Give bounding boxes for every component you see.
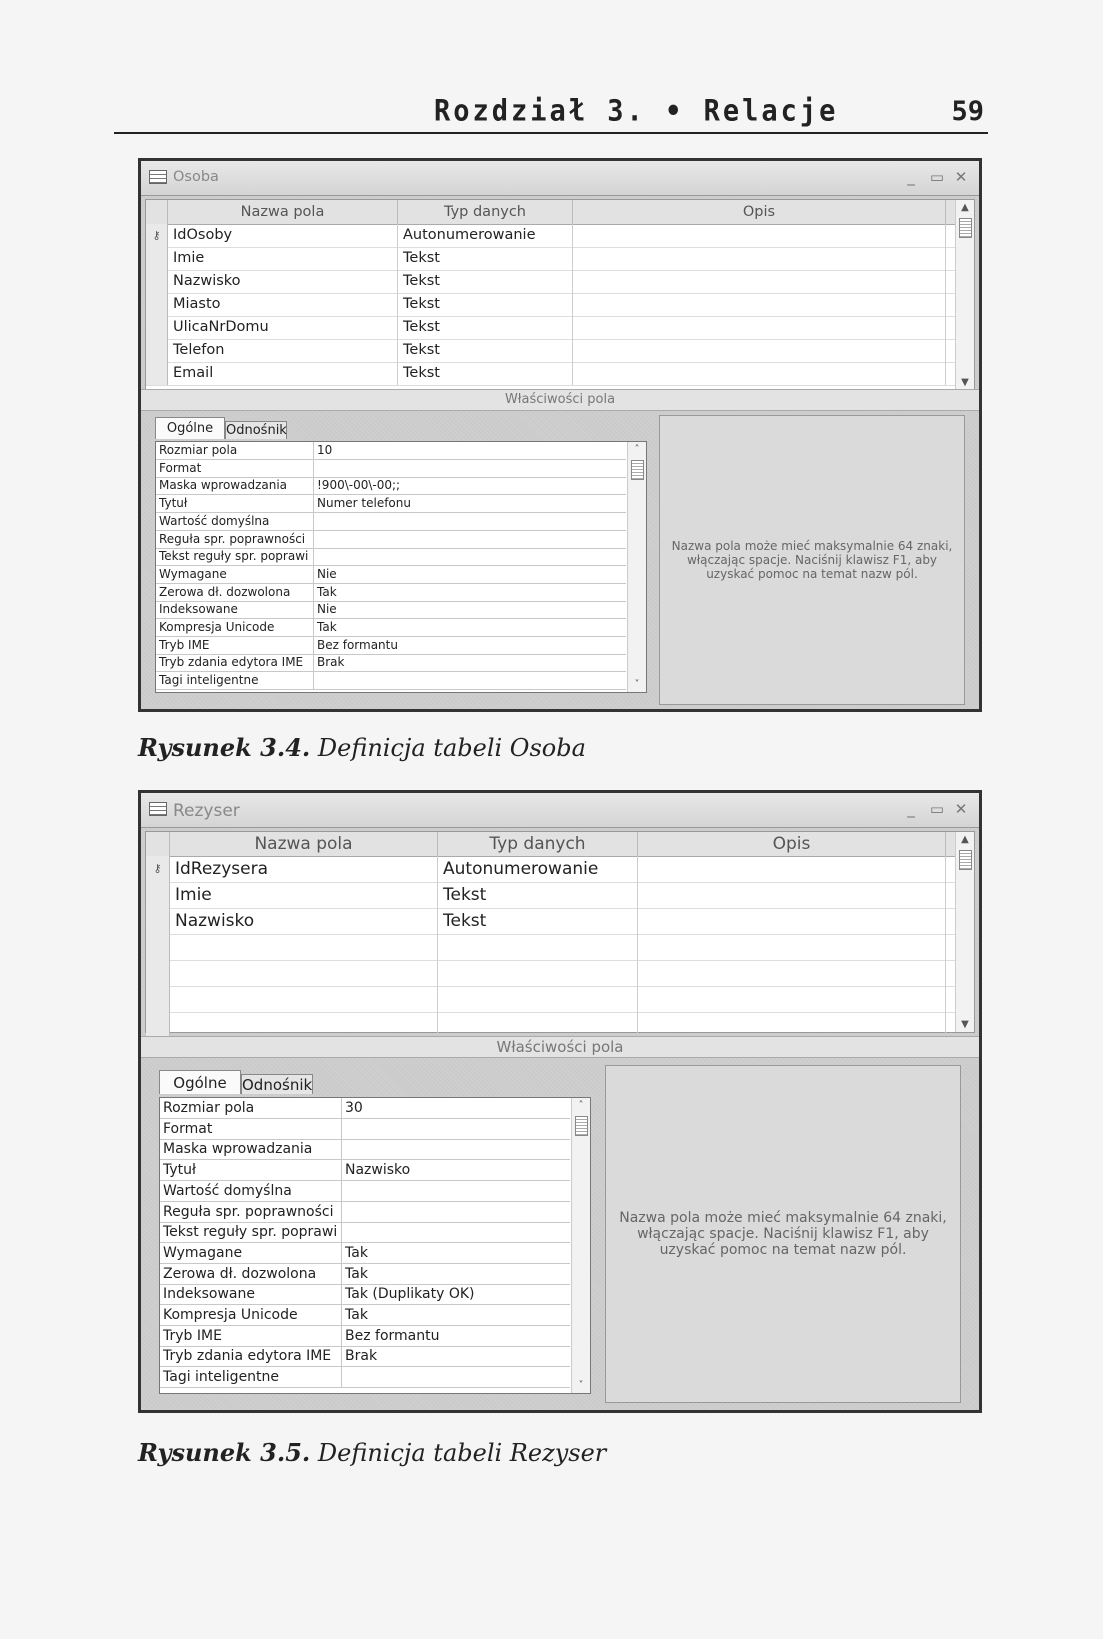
column-header-name[interactable]: Nazwa pola — [168, 200, 398, 224]
scroll-thumb[interactable] — [575, 1116, 588, 1136]
table-row[interactable] — [146, 339, 974, 363]
property-label: Tryb zdania edytora IME — [160, 1346, 342, 1366]
table-row[interactable] — [146, 986, 974, 1013]
field-name-cell[interactable]: IdOsoby — [168, 224, 398, 247]
property-row[interactable] — [160, 1181, 570, 1202]
scroll-up-icon[interactable]: ▲ — [961, 834, 969, 845]
table-icon — [149, 170, 167, 184]
property-row[interactable] — [156, 531, 626, 549]
description-cell[interactable] — [573, 293, 946, 316]
data-type-cell[interactable]: Tekst — [398, 362, 573, 385]
data-type-cell[interactable]: Tekst — [398, 270, 573, 293]
field-grid — [145, 199, 975, 391]
property-value[interactable]: Bez formantu — [317, 637, 398, 652]
table-row[interactable] — [146, 362, 974, 386]
property-label: Tryb IME — [160, 1326, 342, 1346]
scroll-down-icon[interactable]: ▼ — [961, 1019, 969, 1030]
table-icon — [149, 802, 167, 816]
property-row[interactable] — [160, 1098, 570, 1119]
help-text: Nazwa pola może mieć maksymalnie 64 znaki, włączając spacje. Naciśnij klawisz F1, aby uzyskać pomoc na temat nazw pól. — [619, 1210, 947, 1258]
property-value[interactable]: Brak — [345, 1348, 378, 1365]
grid-header — [146, 832, 974, 857]
property-value[interactable]: Tak (Duplikaty OK) — [345, 1286, 475, 1303]
property-row[interactable] — [156, 654, 626, 672]
property-row[interactable] — [160, 1346, 570, 1367]
field-name-cell[interactable]: IdRezysera — [170, 856, 438, 882]
property-label: Zerowa dł. dozwolona — [160, 1264, 342, 1284]
field-grid — [145, 831, 975, 1033]
property-value[interactable] — [314, 531, 626, 548]
row-selector[interactable] — [146, 362, 168, 385]
data-type-cell[interactable] — [438, 960, 638, 986]
property-value[interactable]: Numer telefonu — [317, 496, 411, 511]
property-row[interactable] — [160, 1367, 570, 1388]
column-header-type[interactable]: Typ danych — [438, 832, 638, 856]
row-selector[interactable] — [146, 934, 170, 960]
property-label: Tytuł — [160, 1160, 342, 1180]
table-row[interactable] — [146, 934, 974, 961]
scroll-up-icon[interactable]: ˄ — [578, 1100, 584, 1111]
scroll-down-icon[interactable]: ▼ — [961, 377, 969, 388]
property-label: Wymagane — [160, 1243, 342, 1263]
property-label: Reguła spr. poprawności — [160, 1202, 342, 1222]
field-properties-label: Właściwości pola — [141, 389, 979, 411]
property-label: Indeksowane — [160, 1284, 342, 1304]
data-type-cell[interactable]: Tekst — [398, 293, 573, 316]
property-label: Tryb IME — [156, 637, 314, 654]
description-cell[interactable] — [638, 908, 946, 934]
property-label: Tekst reguły spr. poprawi — [160, 1222, 342, 1242]
field-name-cell[interactable]: Imie — [170, 882, 438, 908]
figure-caption-3-4 — [138, 733, 586, 762]
table-row[interactable] — [146, 856, 974, 883]
title-bar — [141, 161, 979, 196]
data-type-cell[interactable]: Autonumerowanie — [398, 224, 573, 247]
page-number: 59 — [951, 96, 984, 127]
grid-header — [146, 200, 974, 225]
field-name-cell[interactable]: Nazwisko — [168, 270, 398, 293]
properties-scrollbar[interactable] — [627, 442, 646, 692]
property-label: Format — [160, 1119, 342, 1139]
property-label: Tytuł — [156, 495, 314, 512]
property-value[interactable]: 30 — [345, 1100, 363, 1116]
window-title: Rezyser — [173, 801, 240, 821]
property-row[interactable] — [156, 584, 626, 602]
property-label: Tagi inteligentne — [160, 1367, 342, 1387]
data-type-cell[interactable] — [438, 986, 638, 1012]
field-name-cell[interactable] — [170, 960, 438, 986]
property-row[interactable] — [160, 1284, 570, 1305]
property-row[interactable] — [160, 1160, 570, 1181]
column-header-description[interactable]: Opis — [573, 200, 946, 224]
property-value[interactable]: Tak — [345, 1265, 368, 1282]
scroll-down-icon[interactable]: ˅ — [578, 1380, 584, 1391]
property-label: Reguła spr. poprawności — [156, 531, 314, 548]
description-cell[interactable] — [573, 224, 946, 247]
row-selector[interactable] — [146, 339, 168, 362]
property-row[interactable] — [156, 495, 626, 513]
row-selector[interactable] — [146, 882, 170, 908]
row-selector[interactable] — [146, 270, 168, 293]
maximize-icon[interactable]: ▭ — [929, 168, 945, 186]
description-cell[interactable] — [573, 316, 946, 339]
description-cell[interactable] — [638, 882, 946, 908]
property-value[interactable] — [342, 1119, 570, 1139]
close-icon[interactable]: ✕ — [954, 800, 968, 818]
property-value[interactable]: Tak — [317, 584, 337, 599]
table-row[interactable] — [146, 960, 974, 987]
property-row[interactable] — [160, 1139, 570, 1160]
row-selector[interactable] — [146, 316, 168, 339]
properties-table — [159, 1097, 591, 1394]
property-value[interactable]: Nazwisko — [345, 1162, 411, 1179]
property-value[interactable]: Tak — [317, 620, 337, 634]
description-cell[interactable] — [638, 856, 946, 882]
field-name-cell[interactable]: UlicaNrDomu — [168, 316, 398, 339]
description-cell[interactable] — [638, 934, 946, 960]
property-row[interactable] — [160, 1119, 570, 1140]
field-name-cell[interactable]: Imie — [168, 247, 398, 270]
data-type-cell[interactable]: Tekst — [438, 908, 638, 934]
property-row[interactable] — [156, 513, 626, 531]
table-design-window — [138, 790, 982, 1413]
table-row[interactable] — [146, 316, 974, 340]
field-name-cell[interactable] — [170, 1012, 438, 1038]
row-selector[interactable] — [146, 224, 168, 247]
row-selector[interactable] — [146, 908, 170, 934]
help-panel — [605, 1065, 961, 1403]
description-cell[interactable] — [573, 339, 946, 362]
property-label: Kompresja Unicode — [156, 619, 314, 636]
caption-text: Definicja tabeli Rezyser — [317, 1439, 607, 1467]
properties-table — [155, 441, 647, 693]
chapter-title: Rozdział 3. • Relacje — [434, 94, 839, 129]
column-header-name[interactable]: Nazwa pola — [170, 832, 438, 856]
scroll-up-icon[interactable]: ˄ — [634, 444, 640, 455]
property-value[interactable] — [314, 460, 626, 477]
description-cell[interactable] — [573, 270, 946, 293]
data-type-cell[interactable]: Tekst — [398, 339, 573, 362]
data-type-cell[interactable]: Tekst — [438, 882, 638, 908]
data-type-cell[interactable]: Autonumerowanie — [438, 856, 638, 882]
window-title: Osoba — [173, 169, 219, 185]
row-selector[interactable] — [146, 960, 170, 986]
grid-scrollbar[interactable] — [955, 200, 974, 390]
caption-label: Rysunek 3.5. — [138, 1438, 311, 1467]
property-row[interactable] — [160, 1326, 570, 1347]
property-row[interactable] — [156, 601, 626, 619]
property-value[interactable] — [342, 1222, 570, 1242]
property-value[interactable]: Tak — [345, 1307, 368, 1323]
help-panel — [659, 415, 965, 705]
figure-caption-3-5 — [138, 1438, 606, 1467]
property-value[interactable] — [314, 548, 626, 565]
grid-scrollbar[interactable] — [955, 832, 974, 1032]
property-label: Kompresja Unicode — [160, 1305, 342, 1325]
running-head — [114, 96, 988, 134]
property-row[interactable] — [160, 1305, 570, 1326]
close-icon[interactable]: ✕ — [954, 168, 968, 186]
tab-lookup[interactable]: Odnośnik — [242, 1076, 313, 1094]
scroll-thumb[interactable] — [959, 218, 972, 238]
data-type-cell[interactable] — [438, 934, 638, 960]
property-label: Tryb zdania edytora IME — [156, 654, 314, 671]
data-type-cell[interactable] — [438, 1012, 638, 1038]
property-label: Maska wprowadzania — [160, 1139, 342, 1159]
property-value[interactable] — [342, 1202, 570, 1222]
property-value[interactable] — [342, 1181, 570, 1201]
properties-scrollbar[interactable] — [571, 1098, 590, 1393]
property-value[interactable]: !900\-00\-00;; — [317, 478, 401, 493]
column-header-type[interactable]: Typ danych — [398, 200, 573, 224]
primary-key-icon: ⚷ — [152, 229, 161, 242]
property-label: Rozmiar pola — [156, 442, 314, 459]
property-row[interactable] — [160, 1222, 570, 1243]
table-row[interactable] — [146, 224, 974, 248]
description-cell[interactable] — [638, 986, 946, 1012]
property-value[interactable]: Bez formantu — [345, 1327, 440, 1344]
title-bar — [141, 793, 979, 828]
property-row[interactable] — [156, 442, 626, 460]
help-text: Nazwa pola może mieć maksymalnie 64 znaki, włączając spacje. Naciśnij klawisz F1, aby uzyskać pomoc na temat nazw pól. — [671, 539, 953, 581]
row-selector[interactable] — [146, 293, 168, 316]
property-row[interactable] — [156, 672, 626, 690]
field-properties-label: Właściwości pola — [141, 1036, 979, 1058]
scroll-down-icon[interactable]: ˅ — [634, 679, 640, 690]
caption-label: Rysunek 3.4. — [138, 733, 311, 762]
property-row[interactable] — [156, 460, 626, 478]
property-value[interactable]: 10 — [317, 443, 333, 457]
row-selector[interactable] — [146, 986, 170, 1012]
field-name-cell[interactable]: Email — [168, 362, 398, 385]
table-row[interactable] — [146, 293, 974, 317]
field-name-cell[interactable] — [170, 986, 438, 1012]
data-type-cell[interactable]: Tekst — [398, 316, 573, 339]
table-row[interactable] — [146, 908, 974, 935]
property-value[interactable]: Nie — [317, 602, 337, 617]
property-value[interactable]: Tak — [345, 1244, 368, 1261]
row-selector[interactable] — [146, 247, 168, 270]
description-cell[interactable] — [638, 1012, 946, 1038]
table-row[interactable] — [146, 882, 974, 909]
property-label: Maska wprowadzania — [156, 477, 314, 494]
table-row[interactable] — [146, 247, 974, 271]
property-label: Wartość domyślna — [160, 1181, 342, 1201]
scroll-thumb[interactable] — [631, 460, 644, 480]
tab-lookup[interactable]: Odnośnik — [226, 423, 287, 438]
property-row[interactable] — [160, 1264, 570, 1285]
field-name-cell[interactable]: Nazwisko — [170, 908, 438, 934]
description-cell[interactable] — [573, 247, 946, 270]
row-selector[interactable] — [146, 856, 170, 882]
property-row[interactable] — [156, 566, 626, 584]
scroll-thumb[interactable] — [959, 850, 972, 870]
data-type-cell[interactable]: Tekst — [398, 247, 573, 270]
field-name-cell[interactable]: Telefon — [168, 339, 398, 362]
property-label: Wymagane — [156, 566, 314, 583]
property-row[interactable] — [160, 1202, 570, 1223]
maximize-icon[interactable]: ▭ — [929, 800, 945, 818]
tab-general[interactable]: Ogólne — [159, 1070, 241, 1094]
minimize-icon[interactable]: _ — [907, 168, 915, 186]
field-name-cell[interactable] — [170, 934, 438, 960]
property-row[interactable] — [156, 477, 626, 495]
table-row[interactable] — [146, 1012, 974, 1039]
column-header-description[interactable]: Opis — [638, 832, 946, 856]
caption-text: Definicja tabeli Osoba — [317, 734, 586, 762]
select-all-corner[interactable] — [146, 832, 170, 856]
property-label: Tekst reguły spr. poprawi — [156, 548, 314, 565]
row-selector[interactable] — [146, 1012, 170, 1038]
property-label: Format — [156, 460, 314, 477]
property-value[interactable] — [314, 672, 626, 689]
scroll-up-icon[interactable]: ▲ — [961, 202, 969, 213]
property-label: Rozmiar pola — [160, 1098, 342, 1118]
property-value[interactable]: Nie — [317, 566, 337, 581]
primary-key-icon: ⚷ — [153, 862, 162, 875]
property-value[interactable] — [314, 513, 626, 530]
property-label: Indeksowane — [156, 601, 314, 618]
table-design-window — [138, 158, 982, 712]
table-row[interactable] — [146, 270, 974, 294]
property-row[interactable] — [156, 548, 626, 566]
property-value[interactable]: Brak — [317, 655, 345, 670]
property-value[interactable] — [342, 1367, 570, 1387]
description-cell[interactable] — [638, 960, 946, 986]
minimize-icon[interactable]: _ — [907, 800, 915, 818]
property-row[interactable] — [156, 637, 626, 655]
property-label: Zerowa dł. dozwolona — [156, 584, 314, 601]
property-label: Wartość domyślna — [156, 513, 314, 530]
property-row[interactable] — [160, 1243, 570, 1264]
property-value[interactable] — [342, 1139, 570, 1159]
tab-general[interactable]: Ogólne — [155, 417, 225, 439]
select-all-corner[interactable] — [146, 200, 168, 224]
property-row[interactable] — [156, 619, 626, 637]
field-name-cell[interactable]: Miasto — [168, 293, 398, 316]
description-cell[interactable] — [573, 362, 946, 385]
property-label: Tagi inteligentne — [156, 672, 314, 689]
